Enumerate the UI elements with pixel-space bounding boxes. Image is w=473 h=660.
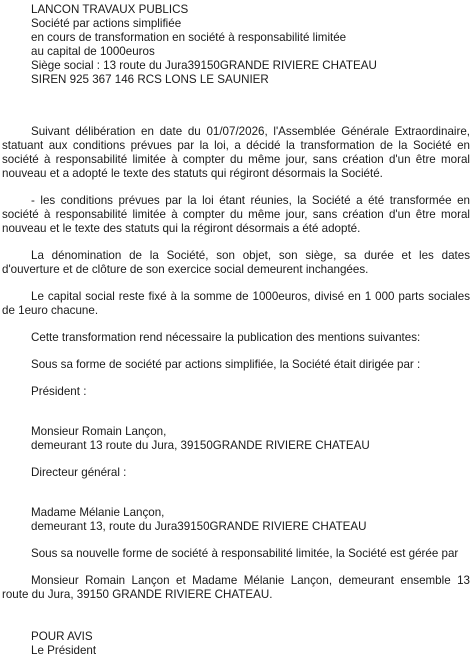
company-form: Société par actions simplifiée: [31, 17, 182, 30]
dg-label: Directeur général :: [31, 466, 127, 479]
signature-title: Le Président: [31, 644, 97, 657]
signature-pour-avis: POUR AVIS: [31, 630, 93, 643]
president-address: demeurant 13 route du Jura, 39150GRANDE RIVIERE CHATEAU: [31, 439, 370, 452]
paragraph-former-management: Sous sa forme de société par actions simplifiée, la Société était dirigée par :: [31, 358, 421, 371]
paragraph-capital: Le capital social reste fixé à la somme de 1000euros, divisé en 1 000 parts sociales de 1euro chacune.: [2, 290, 470, 317]
dg-block: [31, 506, 470, 534]
share-capital: au capital de 1000euros: [31, 45, 155, 58]
president-label: Président :: [31, 385, 87, 398]
dg-name: Madame Mélanie Lançon,: [31, 506, 165, 519]
president-block: [31, 425, 470, 453]
notice-body: [2, 125, 470, 602]
signature-block: [31, 630, 473, 658]
siren-number: SIREN 925 367 146 RCS LONS LE SAUNIER: [31, 73, 269, 86]
paragraph-publication: Cette transformation rend nécessaire la publication des mentions suivantes:: [31, 331, 421, 344]
registered-office: Siège social : 13 route du Jura39150GRANDE RIVIERE CHATEAU: [31, 59, 377, 72]
paragraph-conditions: - les conditions prévues par la loi étant réunies, la Société a été transformée en société à responsabilité limitée à compter du même jour, sans création d'un être moral nouveau et le texte des statuts qui la régiront désormais a été adopté.: [2, 194, 470, 235]
paragraph-unchanged: La dénomination de la Société, son objet, son siège, sa durée et les dates d'ouverture et de clôture de son exercice social demeurent inchangées.: [2, 249, 470, 276]
dg-label-block: [31, 466, 470, 480]
transformation-status: en cours de transformation en société à responsabilité limitée: [31, 31, 347, 44]
paragraph-managers: Monsieur Romain Lançon et Madame Mélanie Lançon, demeurant ensemble 13 route du Jura, 39150 GRANDE RIVIERE CHATEAU.: [2, 574, 470, 601]
president-label-block: [31, 385, 470, 399]
paragraph-new-management: Sous sa nouvelle forme de société à responsabilité limitée, la Société est gérée par: [31, 547, 459, 560]
company-name: LANCON TRAVAUX PUBLICS: [31, 3, 189, 16]
president-name: Monsieur Romain Lançon,: [31, 425, 167, 438]
dg-address: demeurant 13, route du Jura39150GRANDE RIVIERE CHATEAU: [31, 520, 367, 533]
company-header: [31, 3, 469, 87]
paragraph-deliberation: Suivant délibération en date du 01/07/2026, l'Assemblée Générale Extraordinaire, statuant aux conditions prévues par la loi, a décidé la transformation de la Société en société à responsabilité limitée à compter du même jour, sans création d'un être moral nouveau et a adopté le texte des statuts qui régiront désormais la Société.: [2, 125, 470, 180]
